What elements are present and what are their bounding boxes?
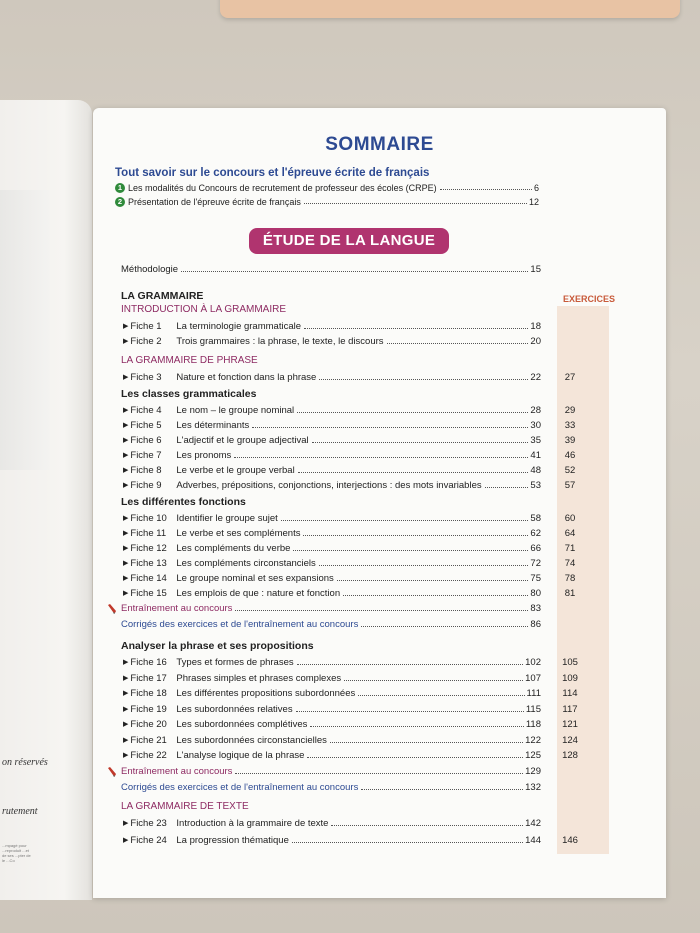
entry-label: ▶ Fiche 10 Identifier le groupe sujet	[123, 513, 278, 524]
entry-page: 111	[526, 688, 541, 699]
arrow-icon: ▶	[123, 545, 129, 552]
entry-label: ▶ Fiche 1 La terminologie grammaticale	[123, 321, 302, 332]
fiche-number: Fiche 9	[130, 480, 162, 491]
entry-label: ▶ Fiche 15 Les emplois de que : nature et fonction	[123, 588, 341, 599]
intro-item-label: 2 Présentation de l'épreuve écrite de français	[115, 197, 301, 207]
dot-leader	[344, 680, 523, 681]
summary-page	[93, 108, 666, 898]
arrow-icon: ▶	[123, 659, 129, 666]
intro-item-label: 1 Les modalités du Concours de recrutement de professeur des écoles (CRPE)	[115, 183, 437, 193]
exercise-page: 39	[564, 435, 576, 446]
exercise-page: 114	[562, 688, 578, 699]
dot-leader	[312, 442, 529, 443]
fiche-number: Fiche 8	[130, 465, 162, 476]
entrainement-row[interactable]	[121, 600, 541, 614]
exercise-page: 109	[562, 672, 578, 684]
exercise-page: 46	[564, 450, 576, 461]
dot-leader	[331, 825, 523, 826]
left-page-text-2: rutement	[2, 806, 38, 817]
exercise-page: 146	[562, 834, 578, 846]
exercise-page: 121	[562, 719, 578, 730]
fiche-row[interactable]	[123, 369, 576, 383]
entry-page: 86	[530, 619, 541, 630]
entry-page: 129	[525, 765, 541, 777]
fiche-row[interactable]	[123, 525, 576, 539]
dot-leader	[235, 773, 523, 774]
entry-page: 107	[525, 672, 541, 684]
dot-leader	[292, 842, 523, 843]
arrow-icon: ▶	[123, 467, 129, 474]
entry-page: 6	[533, 183, 539, 193]
number-badge: 2	[115, 197, 125, 207]
dot-leader	[298, 472, 529, 473]
fiche-number: Fiche 2	[130, 336, 162, 347]
arrow-icon: ▶	[123, 590, 129, 597]
fiche-number: Fiche 24	[130, 834, 167, 846]
corriges-row[interactable]	[121, 779, 541, 793]
entry-label: ▶ Fiche 18 Les différentes propositions subordonnées	[123, 688, 356, 699]
number-badge: 1	[115, 183, 125, 193]
entry-page: 66	[530, 543, 541, 554]
fiche-number: Fiche 3	[130, 372, 162, 383]
fiche-number: Fiche 16	[130, 657, 167, 668]
left-page	[0, 100, 92, 900]
exercise-page: 124	[562, 734, 578, 746]
fiche-row[interactable]	[123, 716, 578, 730]
entry-page: 53	[530, 480, 541, 491]
exercise-page: 29	[564, 405, 576, 416]
entry-label: Entraînement au concours	[121, 603, 233, 614]
fiche-number: Fiche 22	[130, 750, 167, 761]
entry-label: ▶ Fiche 8 Le verbe et le groupe verbal	[123, 465, 295, 476]
dot-leader	[303, 535, 528, 536]
fiche-row[interactable]	[123, 585, 576, 599]
exercise-page: 81	[564, 588, 576, 599]
fiche-row[interactable]	[123, 477, 576, 491]
entry-page: 83	[530, 603, 541, 614]
corriges-row[interactable]	[121, 616, 541, 630]
entry-page: 142	[525, 817, 541, 829]
arrow-icon: ▶	[123, 482, 129, 489]
left-page-bleed	[0, 190, 50, 470]
arrow-icon: ▶	[123, 422, 129, 429]
arrow-icon: ▶	[123, 819, 129, 827]
exercise-page: 57	[564, 480, 576, 491]
exercise-page: 78	[564, 573, 576, 584]
arrow-icon: ▶	[123, 836, 129, 844]
exercise-page: 74	[564, 558, 576, 569]
entry-label: ▶ Fiche 2 Trois grammaires : la phrase, le texte, le discours	[123, 336, 384, 347]
fiche-number: Fiche 19	[130, 703, 167, 715]
arrow-icon: ▶	[123, 437, 129, 444]
dot-leader	[337, 580, 529, 581]
dot-leader	[297, 664, 524, 665]
entry-page: 58	[530, 513, 541, 524]
exercise-page: 60	[564, 513, 576, 524]
entry-page: 72	[530, 558, 541, 569]
entry-label: ▶ Fiche 16 Types et formes de phrases	[123, 657, 294, 668]
left-page-small-text: ...mpagé pour ...reproduit ...et de ses ...pter de le ...Co	[2, 843, 31, 863]
fiche-row[interactable]	[123, 462, 576, 476]
arrow-icon: ▶	[123, 515, 129, 522]
dot-leader	[358, 695, 524, 696]
fiche-row[interactable]	[123, 570, 576, 584]
entry-label: ▶ Fiche 6 L'adjectif et le groupe adjectival	[123, 435, 309, 446]
dot-leader	[387, 343, 529, 344]
exercise-page: 27	[564, 372, 576, 383]
dot-leader	[281, 520, 529, 521]
entry-label: ▶ Fiche 4 Le nom – le groupe nominal	[123, 405, 295, 416]
arrow-icon: ▶	[123, 323, 129, 330]
arrow-icon: ▶	[123, 721, 129, 728]
entry-label: ▶ Fiche 3 Nature et fonction dans la phrase	[123, 372, 317, 383]
fiche-row[interactable]	[123, 432, 576, 446]
background-book	[220, 0, 680, 18]
entry-page: 18	[530, 321, 541, 332]
section-banner: ÉTUDE DE LA LANGUE	[249, 228, 449, 254]
entry-page: 144	[525, 834, 541, 846]
entry-label: ▶ Fiche 22 L'analyse logique de la phrase	[123, 750, 305, 761]
arrow-icon: ▶	[123, 705, 129, 713]
dot-leader	[319, 565, 529, 566]
intro-item[interactable]	[115, 179, 539, 193]
entry-page: 115	[525, 703, 541, 715]
dot-leader	[252, 427, 528, 428]
entry-page: 102	[525, 657, 541, 668]
exercise-page: 33	[564, 420, 576, 431]
dot-leader	[304, 203, 527, 204]
pencil-icon	[108, 601, 118, 612]
arrow-icon: ▶	[123, 736, 129, 744]
fiche-number: Fiche 5	[130, 420, 162, 431]
dot-leader	[440, 189, 532, 190]
fiche-row[interactable]	[123, 654, 578, 668]
dot-leader	[310, 726, 523, 727]
fiche-row[interactable]	[123, 747, 578, 761]
exercise-page: 105	[562, 657, 578, 668]
exercise-page: 128	[562, 750, 578, 761]
fiche-number: Fiche 13	[130, 558, 167, 569]
entry-label: Corrigés des exercices et de l'entraînement au concours	[121, 781, 359, 793]
fiche-row[interactable]	[123, 333, 541, 347]
analyser-heading: Analyser la phrase et ses propositions	[121, 640, 314, 652]
entry-label: ▶ Fiche 7 Les pronoms	[123, 450, 232, 461]
fiche-row[interactable]	[123, 510, 576, 524]
entry-label: Entraînement au concours	[121, 765, 233, 777]
arrow-icon: ▶	[123, 407, 129, 414]
entry-label: ▶ Fiche 20 Les subordonnées complétives	[123, 719, 308, 730]
entry-page: 15	[530, 264, 541, 275]
dot-leader	[361, 789, 523, 790]
entry-page: 132	[525, 781, 541, 793]
entry-page: 122	[525, 734, 541, 746]
grammaire-texte-heading: LA GRAMMAIRE DE TEXTE	[121, 800, 249, 812]
grammaire-heading: LA GRAMMAIRE	[121, 290, 204, 302]
fiche-number: Fiche 12	[130, 543, 167, 554]
classes-heading: Les classes grammaticales	[121, 388, 257, 400]
fiche-number: Fiche 6	[130, 435, 162, 446]
entry-page: 35	[530, 435, 541, 446]
entry-page: 22	[530, 372, 541, 383]
fiche-number: Fiche 7	[130, 450, 162, 461]
arrow-icon: ▶	[123, 338, 129, 345]
fiche-number: Fiche 11	[130, 528, 167, 539]
fiche-number: Fiche 17	[130, 672, 167, 684]
dot-leader	[330, 742, 523, 743]
arrow-icon: ▶	[123, 752, 129, 759]
entry-page: 12	[528, 197, 539, 207]
entrainement-row[interactable]	[121, 763, 541, 777]
dot-leader	[234, 457, 528, 458]
entry-label: ▶ Fiche 11 Le verbe et ses compléments	[123, 528, 301, 539]
entry-label: Méthodologie	[121, 264, 179, 275]
fiche-number: Fiche 20	[130, 719, 167, 730]
fiche-row[interactable]	[123, 555, 576, 569]
entry-label: ▶ Fiche 9 Adverbes, prépositions, conjonctions, interjections : des mots invariables	[123, 480, 482, 491]
methodologie-row[interactable]	[121, 261, 541, 275]
entry-page: 28	[530, 405, 541, 416]
entry-label: ▶ Fiche 12 Les compléments du verbe	[123, 543, 291, 554]
entry-label: ▶ Fiche 21 Les subordonnées circonstancielles	[123, 734, 327, 746]
fiche-number: Fiche 21	[130, 734, 167, 746]
fiche-row[interactable]	[123, 402, 576, 416]
fiche-number: Fiche 1	[130, 321, 162, 332]
intro-grammaire-heading: INTRODUCTION À LA GRAMMAIRE	[121, 304, 287, 315]
arrow-icon: ▶	[123, 690, 129, 697]
pencil-icon	[108, 764, 118, 775]
intro-item[interactable]	[115, 193, 539, 207]
entry-label: Corrigés des exercices et de l'entraînement au concours	[121, 619, 359, 630]
fonctions-heading: Les différentes fonctions	[121, 496, 246, 508]
dot-leader	[307, 757, 523, 758]
arrow-icon: ▶	[123, 560, 129, 567]
exercise-page: 71	[564, 543, 576, 554]
entry-page: 75	[530, 573, 541, 584]
fiche-row[interactable]	[123, 417, 576, 431]
exercise-page: 64	[564, 528, 576, 539]
entry-page: 118	[525, 719, 541, 730]
arrow-icon: ▶	[123, 374, 129, 381]
fiche-number: Fiche 4	[130, 405, 162, 416]
entry-label: ▶ Fiche 13 Les compléments circonstanciels	[123, 558, 316, 569]
dot-leader	[343, 595, 528, 596]
entry-page: 48	[530, 465, 541, 476]
fiche-row[interactable]	[123, 732, 578, 746]
intro-heading: Tout savoir sur le concours et l'épreuve écrite de français	[115, 167, 430, 179]
grammaire-phrase-heading: LA GRAMMAIRE DE PHRASE	[121, 355, 258, 366]
fiche-number: Fiche 14	[130, 573, 167, 584]
entry-page: 41	[530, 450, 541, 461]
arrow-icon: ▶	[123, 674, 129, 682]
arrow-icon: ▶	[123, 452, 129, 459]
entry-page: 125	[525, 750, 541, 761]
fiche-row[interactable]	[123, 540, 576, 554]
dot-leader	[235, 610, 528, 611]
exercise-page: 52	[564, 465, 576, 476]
entry-label: ▶ Fiche 5 Les déterminants	[123, 420, 250, 431]
dot-leader	[485, 487, 529, 488]
entry-label: ▶ Fiche 14 Le groupe nominal et ses expansions	[123, 573, 334, 584]
fiche-row[interactable]	[123, 832, 578, 846]
page-title: SOMMAIRE	[325, 134, 434, 155]
dot-leader	[304, 328, 528, 329]
entry-label: ▶ Fiche 17 Phrases simples et phrases complexes	[123, 672, 342, 684]
dot-leader	[293, 550, 528, 551]
entry-page: 20	[530, 336, 541, 347]
fiche-number: Fiche 15	[130, 588, 167, 599]
fiche-number: Fiche 23	[130, 817, 167, 829]
entry-page: 30	[530, 420, 541, 431]
exercises-header: EXERCICES	[563, 294, 616, 304]
entry-label: ▶ Fiche 19 Les subordonnées relatives	[123, 703, 293, 715]
entry-label: ▶ Fiche 23 Introduction à la grammaire de texte	[123, 817, 329, 829]
dot-leader	[361, 626, 528, 627]
entry-label: ▶ Fiche 24 La progression thématique	[123, 834, 289, 846]
left-page-text-1: on réservés	[2, 757, 48, 768]
entry-page: 80	[530, 588, 541, 599]
dot-leader	[297, 412, 528, 413]
dot-leader	[181, 271, 528, 272]
fiche-row[interactable]	[123, 685, 578, 699]
arrow-icon: ▶	[123, 530, 129, 537]
fiche-number: Fiche 10	[130, 513, 167, 524]
fiche-row[interactable]	[123, 815, 541, 829]
fiche-row[interactable]	[123, 318, 541, 332]
dot-leader	[319, 379, 528, 380]
entry-page: 62	[530, 528, 541, 539]
fiche-number: Fiche 18	[130, 688, 167, 699]
fiche-row[interactable]	[123, 447, 576, 461]
dot-leader	[296, 711, 524, 712]
fiche-row[interactable]	[123, 701, 578, 715]
fiche-row[interactable]	[123, 670, 578, 684]
arrow-icon: ▶	[123, 575, 129, 582]
exercise-page: 117	[562, 703, 578, 715]
